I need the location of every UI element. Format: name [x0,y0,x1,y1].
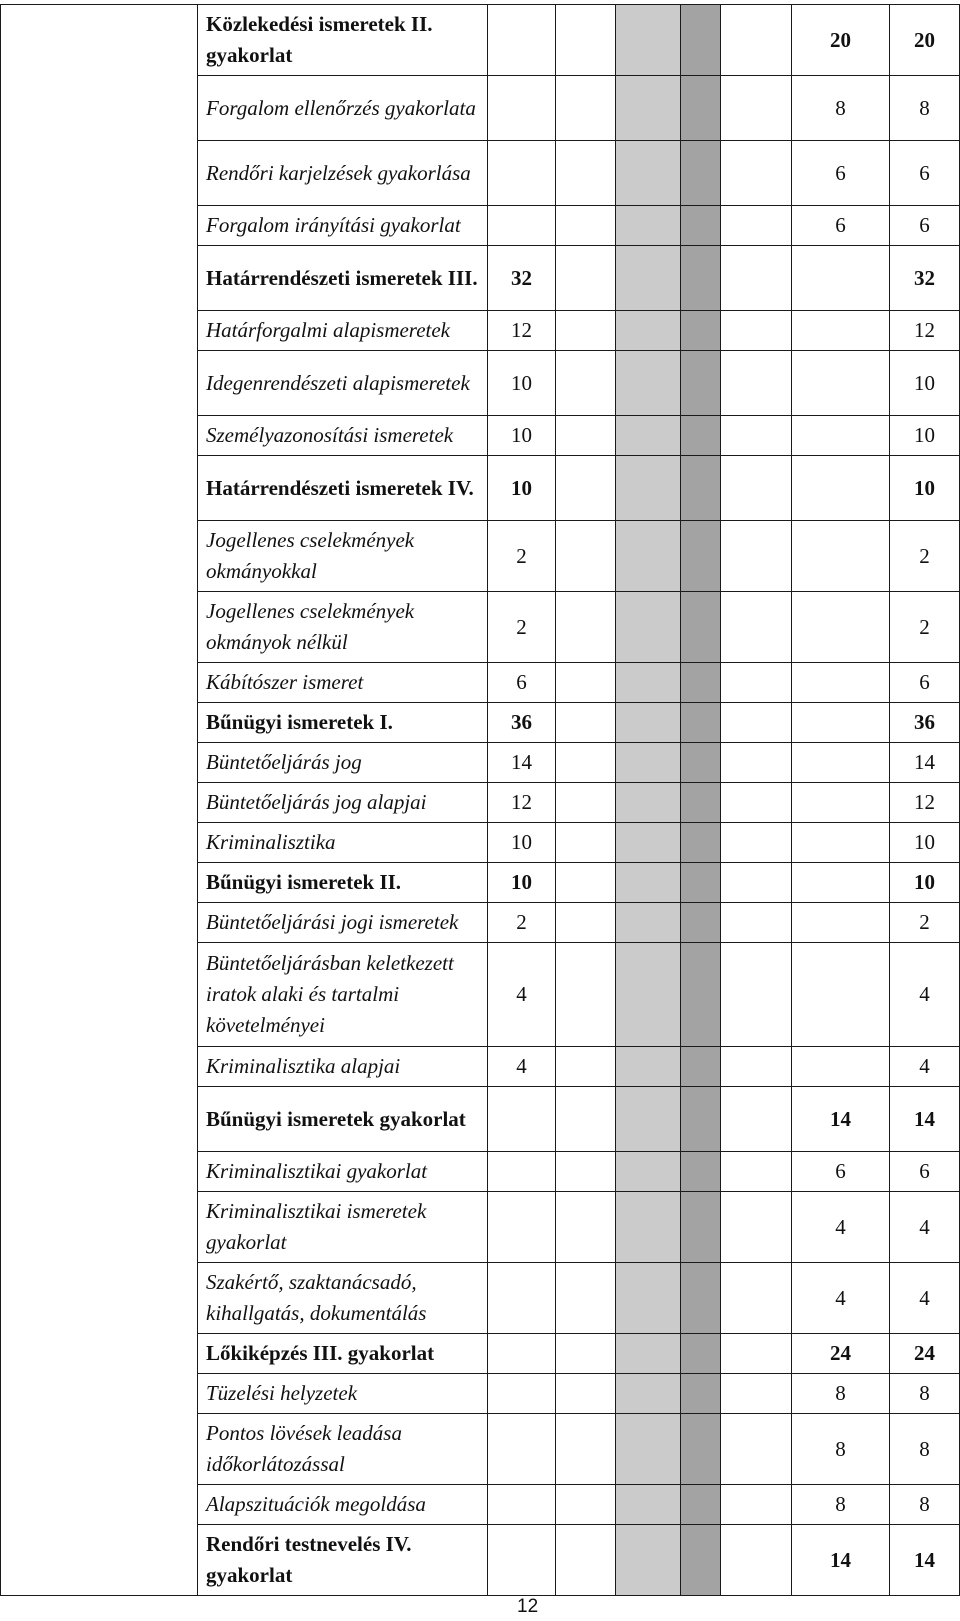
shaded-cell [616,1087,681,1152]
empty-cell [721,1263,792,1334]
empty-cell [556,1087,616,1152]
course-name-cell: Közlekedési ismeretek II. gyakorlat [198,5,488,76]
hours-cell [488,1192,556,1263]
shaded-cell [681,1263,721,1334]
hours-cell: 10 [488,823,556,863]
hours-cell [488,1485,556,1525]
hours-cell: 2 [890,521,960,592]
empty-cell [556,703,616,743]
empty-cell [721,1087,792,1152]
hours-cell [792,351,890,416]
empty-cell [721,246,792,311]
course-name-cell: Kriminalisztikai ismeretek gyakorlat [198,1192,488,1263]
shaded-cell [616,943,681,1047]
empty-cell [721,351,792,416]
hours-cell: 10 [890,416,960,456]
empty-cell [556,1525,616,1596]
hours-cell [792,663,890,703]
hours-cell: 14 [488,743,556,783]
hours-cell [488,5,556,76]
shaded-cell [681,863,721,903]
empty-cell [556,1334,616,1374]
shaded-cell [681,141,721,206]
empty-cell [556,783,616,823]
hours-cell [488,1374,556,1414]
shaded-cell [616,863,681,903]
shaded-cell [616,1374,681,1414]
hours-cell [792,416,890,456]
shaded-cell [681,823,721,863]
empty-cell [721,5,792,76]
shaded-cell [616,703,681,743]
shaded-cell [616,416,681,456]
hours-cell: 6 [890,206,960,246]
course-name-cell: Pontos lövések leadása időkorlátozással [198,1414,488,1485]
empty-cell [721,1192,792,1263]
hours-cell: 8 [792,1414,890,1485]
course-name-cell: Büntetőeljárási jogi ismeretek [198,903,488,943]
hours-cell: 12 [488,783,556,823]
hours-cell: 10 [890,351,960,416]
hours-cell: 14 [792,1087,890,1152]
course-name-cell: Határrendészeti ismeretek IV. [198,456,488,521]
hours-cell: 14 [890,1087,960,1152]
hours-cell [488,1414,556,1485]
course-name-cell: Kriminalisztika [198,823,488,863]
hours-cell: 6 [890,1152,960,1192]
shaded-cell [681,76,721,141]
course-name-cell: Bűnügyi ismeretek I. [198,703,488,743]
hours-cell [792,1047,890,1087]
empty-cell [556,76,616,141]
shaded-cell [681,1047,721,1087]
hours-cell: 4 [890,943,960,1047]
empty-cell [556,1047,616,1087]
shaded-cell [616,903,681,943]
hours-cell: 4 [792,1263,890,1334]
hours-cell [792,903,890,943]
course-name-cell: Büntetőeljárás jog [198,743,488,783]
hours-cell: 8 [890,76,960,141]
course-name-cell: Idegenrendészeti alapismeretek [198,351,488,416]
shaded-cell [681,943,721,1047]
shaded-cell [681,592,721,663]
page-number: 12 [517,1596,539,1617]
course-name-cell: Kriminalisztikai gyakorlat [198,1152,488,1192]
shaded-cell [681,1525,721,1596]
left-margin-cell [1,5,198,1596]
course-name-cell: Rendőri karjelzések gyakorlása [198,141,488,206]
course-name-cell: Tüzelési helyzetek [198,1374,488,1414]
hours-cell: 8 [792,1485,890,1525]
empty-cell [721,76,792,141]
course-name-cell: Lőkiképzés III. gyakorlat [198,1334,488,1374]
shaded-cell [616,351,681,416]
hours-cell: 8 [890,1414,960,1485]
empty-cell [556,1263,616,1334]
hours-cell [792,943,890,1047]
course-name-cell: Bűnügyi ismeretek II. [198,863,488,903]
hours-cell: 10 [890,456,960,521]
empty-cell [556,311,616,351]
empty-cell [721,141,792,206]
shaded-cell [616,521,681,592]
hours-cell: 24 [890,1334,960,1374]
shaded-cell [616,823,681,863]
shaded-cell [616,663,681,703]
shaded-cell [681,456,721,521]
hours-cell: 24 [792,1334,890,1374]
table-body [1,5,960,1596]
shaded-cell [616,456,681,521]
hours-cell: 36 [890,703,960,743]
empty-cell [721,206,792,246]
hours-cell [488,76,556,141]
empty-cell [721,1334,792,1374]
shaded-cell [681,416,721,456]
hours-cell: 10 [488,456,556,521]
course-name-cell: Forgalom irányítási gyakorlat [198,206,488,246]
empty-cell [556,592,616,663]
hours-cell: 4 [890,1047,960,1087]
course-name-cell: Alapszituációk megoldása [198,1485,488,1525]
shaded-cell [681,1152,721,1192]
empty-cell [556,141,616,206]
shaded-cell [681,5,721,76]
hours-cell: 8 [890,1374,960,1414]
hours-cell [792,521,890,592]
hours-cell: 6 [890,663,960,703]
hours-cell [488,206,556,246]
shaded-cell [616,1047,681,1087]
hours-cell: 14 [792,1525,890,1596]
empty-cell [721,456,792,521]
empty-cell [721,311,792,351]
shaded-cell [616,592,681,663]
shaded-cell [616,1152,681,1192]
empty-cell [721,783,792,823]
hours-cell: 6 [792,1152,890,1192]
shaded-cell [681,783,721,823]
hours-cell: 32 [488,246,556,311]
shaded-cell [681,663,721,703]
hours-cell: 12 [890,783,960,823]
hours-cell: 4 [488,1047,556,1087]
shaded-cell [616,783,681,823]
curriculum-table [0,4,960,1596]
shaded-cell [616,206,681,246]
hours-cell: 10 [488,351,556,416]
empty-cell [721,1525,792,1596]
hours-cell: 8 [890,1485,960,1525]
hours-cell: 4 [488,943,556,1047]
shaded-cell [681,246,721,311]
shaded-cell [681,743,721,783]
course-name-cell: Határforgalmi alapismeretek [198,311,488,351]
course-name-cell: Forgalom ellenőrzés gyakorlata [198,76,488,141]
shaded-cell [681,206,721,246]
hours-cell [488,1087,556,1152]
empty-cell [556,743,616,783]
course-name-cell: Jogellenes cselekmények okmányok nélkül [198,592,488,663]
hours-cell: 4 [890,1192,960,1263]
hours-cell [792,823,890,863]
hours-cell: 10 [890,863,960,903]
empty-cell [721,416,792,456]
shaded-cell [616,1263,681,1334]
table-row [1,5,960,76]
empty-cell [556,246,616,311]
shaded-cell [681,1192,721,1263]
shaded-cell [681,1414,721,1485]
hours-cell: 4 [890,1263,960,1334]
hours-cell: 12 [890,311,960,351]
empty-cell [721,1485,792,1525]
shaded-cell [681,1374,721,1414]
shaded-cell [681,311,721,351]
hours-cell: 2 [488,592,556,663]
shaded-cell [681,903,721,943]
empty-cell [721,823,792,863]
empty-cell [721,903,792,943]
empty-cell [721,521,792,592]
hours-cell [792,311,890,351]
empty-cell [556,943,616,1047]
hours-cell: 6 [890,141,960,206]
empty-cell [556,1485,616,1525]
shaded-cell [681,1334,721,1374]
shaded-cell [616,1414,681,1485]
hours-cell [488,1334,556,1374]
empty-cell [721,592,792,663]
empty-cell [556,903,616,943]
course-name-cell: Kriminalisztika alapjai [198,1047,488,1087]
shaded-cell [616,1334,681,1374]
empty-cell [556,416,616,456]
course-name-cell: Személyazonosítási ismeretek [198,416,488,456]
course-name-cell: Határrendészeti ismeretek III. [198,246,488,311]
hours-cell: 20 [792,5,890,76]
empty-cell [556,1152,616,1192]
empty-cell [556,823,616,863]
shaded-cell [681,703,721,743]
shaded-cell [616,1525,681,1596]
course-name-cell: Szakértő, szaktanácsadó, kihallgatás, dokumentálás [198,1263,488,1334]
hours-cell [488,141,556,206]
hours-cell [488,1525,556,1596]
empty-cell [556,863,616,903]
shaded-cell [681,1485,721,1525]
hours-cell: 10 [890,823,960,863]
shaded-cell [616,1192,681,1263]
empty-cell [556,521,616,592]
shaded-cell [616,1485,681,1525]
hours-cell: 2 [890,903,960,943]
hours-cell: 8 [792,1374,890,1414]
empty-cell [721,703,792,743]
empty-cell [556,1374,616,1414]
hours-cell [792,246,890,311]
hours-cell: 20 [890,5,960,76]
shaded-cell [616,5,681,76]
hours-cell [792,592,890,663]
hours-cell [792,863,890,903]
empty-cell [556,1192,616,1263]
hours-cell: 14 [890,1525,960,1596]
hours-cell: 2 [890,592,960,663]
shaded-cell [616,141,681,206]
empty-cell [721,943,792,1047]
shaded-cell [616,311,681,351]
shaded-cell [681,521,721,592]
hours-cell: 10 [488,863,556,903]
course-name-cell: Büntetőeljárásban keletkezett iratok alaki és tartalmi követelményei [198,943,488,1047]
empty-cell [721,863,792,903]
hours-cell: 14 [890,743,960,783]
course-name-cell: Rendőri testnevelés IV. gyakorlat [198,1525,488,1596]
shaded-cell [616,76,681,141]
empty-cell [721,1152,792,1192]
hours-cell: 10 [488,416,556,456]
hours-cell: 8 [792,76,890,141]
empty-cell [556,663,616,703]
empty-cell [556,456,616,521]
empty-cell [721,743,792,783]
shaded-cell [616,246,681,311]
course-name-cell: Büntetőeljárás jog alapjai [198,783,488,823]
empty-cell [556,1414,616,1485]
course-name-cell: Bűnügyi ismeretek gyakorlat [198,1087,488,1152]
empty-cell [721,1374,792,1414]
empty-cell [556,351,616,416]
hours-cell: 6 [488,663,556,703]
hours-cell: 36 [488,703,556,743]
hours-cell [792,743,890,783]
hours-cell [792,783,890,823]
hours-cell: 2 [488,903,556,943]
hours-cell: 6 [792,141,890,206]
course-name-cell: Kábítószer ismeret [198,663,488,703]
empty-cell [556,206,616,246]
hours-cell [792,456,890,521]
hours-cell: 6 [792,206,890,246]
hours-cell [792,703,890,743]
shaded-cell [681,1087,721,1152]
empty-cell [721,1414,792,1485]
shaded-cell [616,743,681,783]
hours-cell: 32 [890,246,960,311]
hours-cell: 4 [792,1192,890,1263]
shaded-cell [681,351,721,416]
empty-cell [721,1047,792,1087]
hours-cell [488,1152,556,1192]
course-name-cell: Jogellenes cselekmények okmányokkal [198,521,488,592]
hours-cell: 12 [488,311,556,351]
empty-cell [556,5,616,76]
hours-cell [488,1263,556,1334]
empty-cell [721,663,792,703]
hours-cell: 2 [488,521,556,592]
